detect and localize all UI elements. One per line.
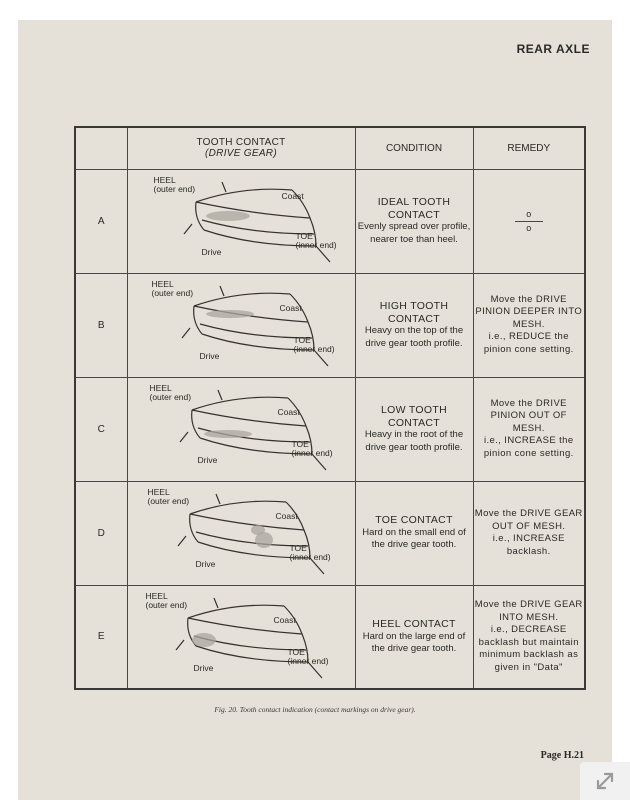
gear-outline-stroke: [176, 640, 184, 650]
toe-label: TOE (inner end): [287, 646, 329, 666]
header-blank: [75, 127, 127, 169]
remedy-symbol-bottom: o: [526, 222, 532, 233]
section-title: REAR AXLE: [516, 42, 590, 56]
heel-label: HEEL (outer end): [153, 174, 196, 194]
header-tooth-contact: TOOTH CONTACT (DRIVE GEAR): [127, 127, 355, 169]
header-condition: CONDITION: [355, 127, 473, 169]
condition-cell: [355, 377, 473, 481]
toe-label: TOE (inner end): [291, 438, 333, 458]
contact-marking: [251, 525, 265, 535]
condition-cell: [355, 273, 473, 377]
coast-label: Coast: [279, 302, 302, 313]
condition-cell: [355, 481, 473, 585]
tooth-contact-diagram: [127, 481, 355, 585]
row-letter: C: [75, 377, 127, 481]
figure-caption: Fig. 20. Tooth contact indication (contact markings on drive gear).: [214, 705, 416, 714]
toe-label: TOE (inner end): [293, 334, 335, 354]
condition-title: HIGH TOOTH CONTACT: [379, 300, 449, 325]
tooth-contact-diagram: [127, 169, 355, 273]
condition-description: Evenly spread over profile, nearer toe than heel.: [357, 221, 471, 245]
gear-outline-stroke: [189, 514, 197, 542]
table-row: [75, 377, 585, 481]
heel-label: HEEL (outer end): [149, 382, 192, 402]
remedy-cell: [473, 273, 585, 377]
remedy-cell: [473, 169, 585, 273]
gear-outline-stroke: [184, 224, 192, 234]
tooth-contact-diagram: [127, 377, 355, 481]
heel-label: HEEL (outer end): [145, 590, 188, 610]
gear-outline-stroke: [180, 432, 188, 442]
contact-marking: [206, 211, 250, 221]
heel-leader-line: [222, 182, 226, 192]
drive-label: Drive: [201, 246, 222, 257]
drive-label: Drive: [199, 350, 220, 361]
gear-outline-stroke: [196, 189, 292, 202]
table-header-row: [75, 127, 585, 169]
table-row: [75, 169, 585, 273]
table-row: [75, 585, 585, 689]
condition-title: TOE CONTACT: [375, 514, 453, 527]
remedy-text: Move the DRIVE GEAR OUT OF MESH. i.e., INCREASE backlash.: [474, 508, 583, 557]
remedy-cell: [473, 377, 585, 481]
heel-label: HEEL (outer end): [151, 278, 194, 298]
toe-label: TOE (inner end): [295, 230, 337, 250]
coast-label: Coast: [273, 614, 296, 625]
remedy-text: Move the DRIVE PINION DEEPER INTO MESH. i.e., REDUCE the pinion cone setting.: [475, 293, 583, 355]
condition-title: IDEAL TOOTH CONTACT: [377, 196, 451, 221]
condition-cell: [355, 169, 473, 273]
remedy-symbol-top: o: [526, 208, 532, 219]
gear-outline-stroke: [188, 605, 284, 618]
heel-leader-line: [216, 494, 220, 504]
condition-description: Heavy in the root of the drive gear tooth profile.: [364, 429, 464, 453]
contact-marking: [204, 430, 252, 438]
gear-outline-stroke: [190, 501, 286, 514]
tooth-contact-table: [74, 126, 586, 690]
row-letter: B: [75, 273, 127, 377]
heel-label: HEEL (outer end): [147, 486, 190, 506]
drive-label: Drive: [193, 662, 214, 673]
condition-title: LOW TOOTH CONTACT: [381, 404, 447, 429]
gear-outline-stroke: [178, 536, 186, 546]
coast-label: Coast: [281, 190, 304, 201]
heel-leader-line: [220, 286, 224, 296]
condition-description: Heavy on the top of the drive gear tooth profile.: [364, 325, 464, 349]
expand-arrows-icon: [594, 770, 616, 792]
contact-marking: [192, 633, 216, 647]
tooth-contact-diagram: [127, 585, 355, 689]
heel-leader-line: [214, 598, 218, 608]
table-row: [75, 481, 585, 585]
gear-outline-stroke: [195, 202, 203, 230]
page-number: Page H.21: [540, 750, 584, 761]
document-page: [18, 20, 612, 800]
gear-outline-stroke: [182, 328, 190, 338]
gear-outline-stroke: [194, 293, 290, 306]
header-remedy: REMEDY: [473, 127, 585, 169]
remedy-divider: [515, 221, 543, 222]
coast-label: Coast: [277, 406, 300, 417]
condition-title: HEEL CONTACT: [372, 618, 456, 630]
table-row: [75, 273, 585, 377]
drive-label: Drive: [197, 454, 218, 465]
row-letter: E: [75, 585, 127, 689]
coast-label: Coast: [275, 510, 298, 521]
row-letter: D: [75, 481, 127, 585]
gear-outline-stroke: [191, 410, 199, 438]
gear-outline-stroke: [193, 306, 201, 334]
condition-cell: [355, 585, 473, 689]
remedy-cell: [473, 481, 585, 585]
expand-button[interactable]: [580, 762, 630, 800]
condition-description: Hard on the small end of the drive gear tooth.: [362, 526, 466, 551]
heel-leader-line: [218, 390, 222, 400]
contact-marking: [206, 310, 254, 318]
row-letter: A: [75, 169, 127, 273]
remedy-text: Move the DRIVE GEAR INTO MESH. i.e., DECREASE backlash but maintain minimum backlash as given in "Data": [474, 599, 583, 673]
ideal-remedy-mark: [474, 210, 585, 233]
gear-outline-stroke: [192, 397, 288, 410]
toe-label: TOE (inner end): [289, 542, 331, 562]
tooth-contact-diagram: [127, 273, 355, 377]
drive-label: Drive: [195, 558, 216, 569]
condition-description: Hard on the large end of the drive gear tooth.: [362, 630, 466, 654]
remedy-text: Move the DRIVE PINION OUT OF MESH. i.e., INCREASE the pinion cone setting.: [483, 397, 574, 459]
remedy-cell: [473, 585, 585, 689]
